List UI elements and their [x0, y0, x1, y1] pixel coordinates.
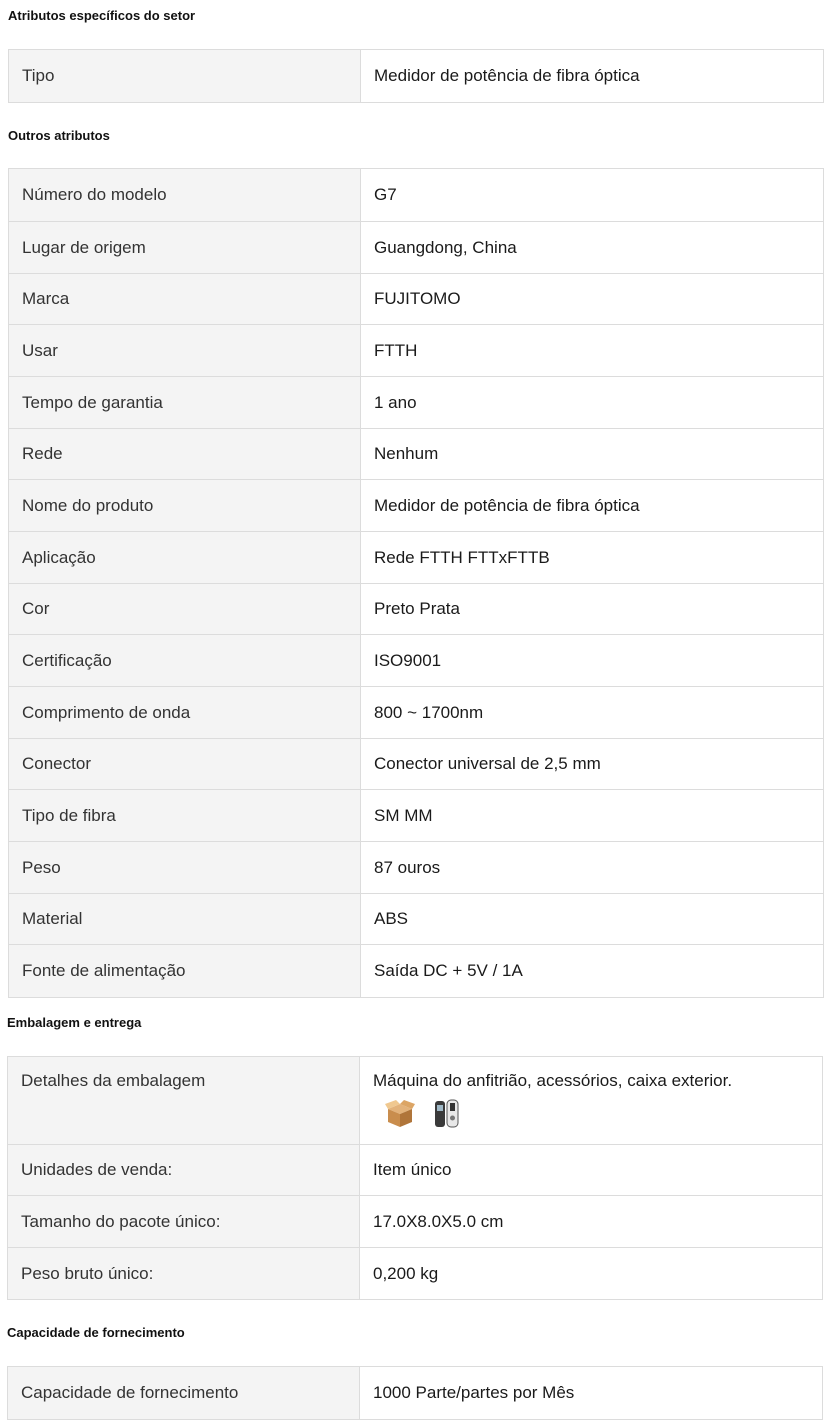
attr-key: Tempo de garantia: [9, 377, 361, 429]
attr-key: Aplicação: [9, 532, 361, 584]
table-row: [9, 532, 824, 584]
attr-value: Item único: [360, 1145, 823, 1196]
attr-key: Material: [9, 894, 361, 945]
attr-key: Cor: [9, 584, 361, 635]
attr-key: Comprimento de onda: [9, 687, 361, 739]
attr-value: FUJITOMO: [361, 274, 824, 325]
attr-key: Nome do produto: [9, 480, 361, 532]
attr-value: 87 ouros: [361, 842, 824, 894]
table-row: [9, 480, 824, 532]
attr-value: Rede FTTH FTTxFTTB: [361, 532, 824, 584]
attr-key: Rede: [9, 429, 361, 480]
sector-attributes-table: [8, 49, 824, 103]
attr-key: Tipo de fibra: [9, 790, 361, 842]
attr-value: Saída DC + 5V / 1A: [361, 945, 824, 998]
attr-value: 1000 Parte/partes por Mês: [360, 1367, 823, 1420]
table-row: [9, 687, 824, 739]
packaging-icons: [373, 1097, 809, 1131]
attr-value: 1 ano: [361, 377, 824, 429]
attr-value: Preto Prata: [361, 584, 824, 635]
section-title-sector: Atributos específicos do setor: [8, 8, 196, 23]
table-row: [9, 50, 824, 103]
table-row: [8, 1367, 823, 1420]
attr-key: Fonte de alimentação: [9, 945, 361, 998]
attr-value: Conector universal de 2,5 mm: [361, 739, 824, 790]
attr-key: Conector: [9, 739, 361, 790]
attr-value: 17.0X8.0X5.0 cm: [360, 1196, 823, 1248]
attr-value: G7: [361, 169, 824, 222]
attr-key: Unidades de venda:: [8, 1145, 360, 1196]
attr-key: Detalhes da embalagem: [8, 1057, 360, 1145]
attr-key: Número do modelo: [9, 169, 361, 222]
attr-value: FTTH: [361, 325, 824, 377]
table-row: [9, 894, 824, 945]
table-row: [9, 945, 824, 998]
attr-key: Tamanho do pacote único:: [8, 1196, 360, 1248]
table-row: [9, 429, 824, 480]
attr-value: Medidor de potência de fibra óptica: [361, 480, 824, 532]
attr-key: Marca: [9, 274, 361, 325]
attr-key: Capacidade de fornecimento: [8, 1367, 360, 1420]
attr-key: Lugar de origem: [9, 222, 361, 274]
attr-value: 800 ~ 1700nm: [361, 687, 824, 739]
attr-value: Guangdong, China: [361, 222, 824, 274]
table-row: [8, 1145, 823, 1196]
table-row: [9, 222, 824, 274]
attr-value-packaging-details: [360, 1057, 823, 1145]
attr-key: Usar: [9, 325, 361, 377]
attr-value: SM MM: [361, 790, 824, 842]
attr-key: Peso bruto único:: [8, 1248, 360, 1300]
power-meter-device-icon: [433, 1099, 461, 1129]
table-row: [9, 274, 824, 325]
attr-key: Peso: [9, 842, 361, 894]
table-row: [9, 325, 824, 377]
attr-value: ISO9001: [361, 635, 824, 687]
table-row: [8, 1057, 823, 1145]
table-row: [9, 377, 824, 429]
section-title-packaging: Embalagem e entrega: [7, 1015, 142, 1030]
attr-key: Tipo: [9, 50, 361, 103]
attr-value: ABS: [361, 894, 824, 945]
table-row: [9, 842, 824, 894]
packaging-table: [7, 1056, 823, 1300]
attr-value: Nenhum: [361, 429, 824, 480]
table-row: [9, 635, 824, 687]
package-box-icon: [385, 1100, 415, 1128]
table-row: [9, 584, 824, 635]
other-attributes-table: [8, 168, 824, 998]
packaging-details-text: Máquina do anfitrião, acessórios, caixa exterior.: [373, 1071, 733, 1090]
table-row: [9, 790, 824, 842]
attr-value: 0,200 kg: [360, 1248, 823, 1300]
table-row: [8, 1248, 823, 1300]
table-row: [9, 169, 824, 222]
supply-table: [7, 1366, 823, 1420]
section-title-other: Outros atributos: [8, 128, 110, 143]
section-title-supply: Capacidade de fornecimento: [7, 1325, 185, 1340]
attr-key: Certificação: [9, 635, 361, 687]
table-row: [8, 1196, 823, 1248]
attr-value: Medidor de potência de fibra óptica: [361, 50, 824, 103]
table-row: [9, 739, 824, 790]
